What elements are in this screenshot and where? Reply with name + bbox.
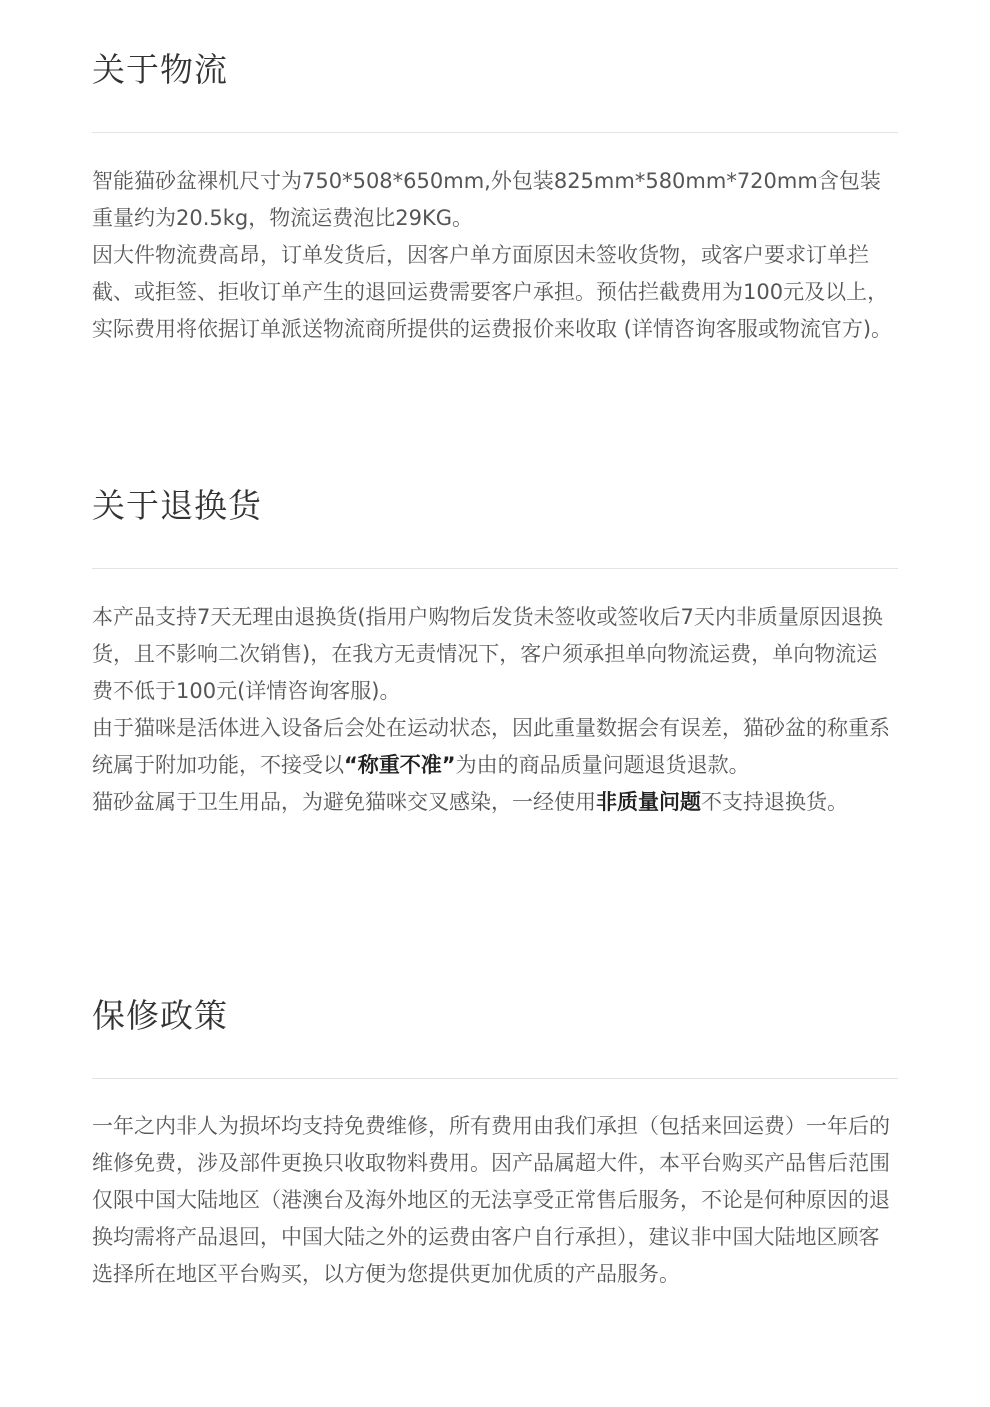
logistics-title: 关于物流: [92, 50, 228, 89]
returns-divider: [92, 568, 898, 569]
returns-body: [92, 599, 898, 821]
returns-p3-text-after: 不支持退换货。: [701, 790, 848, 814]
returns-title: 关于退换货: [92, 486, 262, 525]
returns-p2-emphasis: “称重不准”: [344, 753, 456, 777]
warranty-paragraph-1: 一年之内非人为损坏均支持免费维修，所有费用由我们承担（包括来回运费）一年后的维修免费，涉及部件更换只收取物料费用。因产品属超大件，本平台购买产品售后范围仅限中国大陆地区（港澳台及海外地区的无法享受正常售后服务，不论是何种原因的退换均需将产品退回，中国大陆之外的运费由客户自行承担），建议非中国大陆地区顾客选择所在地区平台购买，以方便为您提供更加优质的产品服务。: [92, 1114, 890, 1286]
returns-p3-text-before: 猫砂盆属于卫生用品，为避免猫咪交叉感染，一经使用: [92, 790, 596, 814]
logistics-divider: [92, 132, 898, 133]
returns-p2-text-after: 为由的商品质量问题退货退款。: [455, 753, 750, 777]
warranty-title: 保修政策: [92, 996, 228, 1035]
returns-p2-text-before: 由于猫咪是活体进入设备后会处在运动状态，因此重量数据会有误差，猫砂盆的称重系统属于附加功能，不接受以: [92, 716, 890, 777]
returns-paragraph-1: 本产品支持7天无理由退换货(指用户购物后发货未签收或签收后7天内非质量原因退换货，且不影响二次销售)，在我方无责情况下，客户须承担单向物流运费，单向物流运费不低于100元(详情咨询客服)。: [92, 605, 883, 703]
returns-paragraph-2: [92, 710, 898, 784]
warranty-body: [92, 1108, 898, 1293]
returns-p3-emphasis: 非质量问题: [596, 790, 701, 814]
warranty-divider: [92, 1078, 898, 1079]
logistics-paragraph-1: 智能猫砂盆裸机尺寸为750*508*650mm,外包装825mm*580mm*720mm含包装重量约为20.5kg，物流运费泡比29KG。: [92, 169, 881, 230]
logistics-paragraph-2: 因大件物流费高昂，订单发货后，因客户单方面原因未签收货物，或客户要求订单拦截、或拒签、拒收订单产生的退回运费需要客户承担。预估拦截费用为100元及以上，实际费用将依据订单派送物流商所提供的运费报价来收取 (详情咨询客服或物流官方)。: [92, 243, 893, 341]
logistics-body: [92, 163, 898, 348]
returns-paragraph-3: [92, 784, 898, 821]
